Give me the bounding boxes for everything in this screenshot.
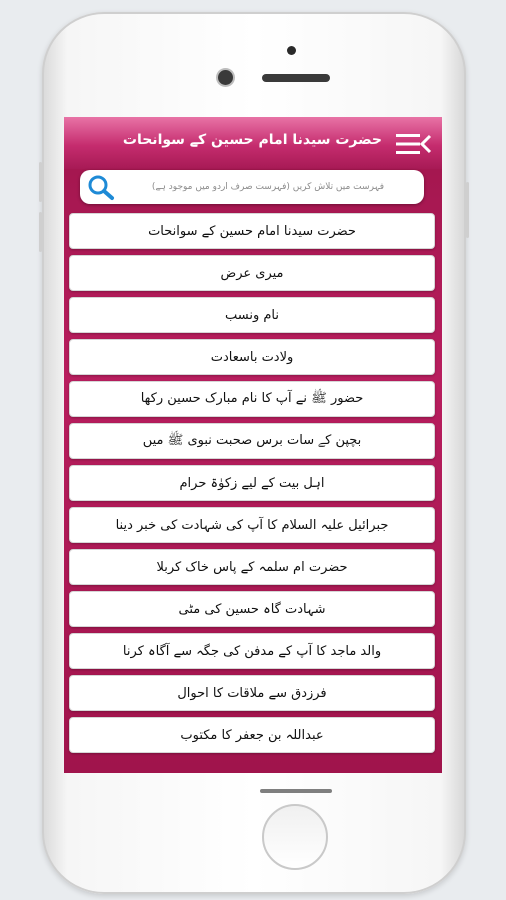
list-item[interactable]	[69, 297, 435, 333]
list-item-label: نام ونسب	[224, 307, 280, 323]
list-item[interactable]	[69, 381, 435, 417]
volume-button	[39, 162, 42, 202]
app-screen	[64, 117, 442, 773]
list-item-label: حضرت ام سلمہ کے پاس خاک کربلا	[156, 559, 348, 575]
search-input[interactable]	[122, 170, 414, 204]
list-item-label: حضرت سیدنا امام حسین کے سوانحات	[148, 223, 356, 239]
list-item[interactable]	[69, 339, 435, 375]
list-item-label: اہل بیت کے لیے زکوٰۃ حرام	[179, 475, 325, 491]
page-title: حضرت سیدنا امام حسین کے سوانحات	[122, 132, 382, 148]
menu-back-icon[interactable]	[394, 133, 432, 155]
list-item-label: ولادت باسعادت	[210, 349, 294, 365]
list-item[interactable]	[69, 507, 435, 543]
list-item-label: شہادت گاہ حسین کی مٹی	[178, 601, 326, 617]
list-item[interactable]	[69, 717, 435, 753]
list-item[interactable]	[69, 465, 435, 501]
chapter-list	[69, 213, 435, 759]
list-item[interactable]	[69, 255, 435, 291]
list-item[interactable]	[69, 423, 435, 459]
sensor-dot	[287, 46, 296, 55]
list-item[interactable]	[69, 633, 435, 669]
list-item-label: عبداللہ بن جعفر کا مکتوب	[180, 727, 324, 743]
list-item[interactable]	[69, 675, 435, 711]
home-button[interactable]	[262, 804, 328, 870]
search-bar	[80, 170, 424, 204]
list-item-label: جبرائیل علیہ السلام کا آپ کی شہادت کی خبر دینا	[115, 517, 389, 533]
list-item[interactable]	[69, 549, 435, 585]
home-indicator	[260, 789, 332, 793]
list-item[interactable]	[69, 591, 435, 627]
list-item-label: فرزدق سے ملاقات کا احوال	[177, 685, 327, 701]
list-item-label: بچپن کے سات برس صحبت نبوی ﷺ میں	[142, 432, 362, 448]
front-camera	[218, 70, 233, 85]
search-icon[interactable]	[86, 173, 116, 201]
earpiece-speaker	[262, 74, 330, 82]
list-item-label: میری عرض	[220, 265, 284, 281]
list-item[interactable]	[69, 213, 435, 249]
list-item-label: حضور ﷺ نے آپ کا نام مبارک حسین رکھا	[140, 390, 364, 406]
power-button	[466, 182, 469, 238]
list-item-label: والد ماجد کا آپ کے مدفن کی جگہ سے آگاہ کرنا	[122, 643, 382, 659]
app-header	[64, 117, 442, 169]
volume-button	[39, 212, 42, 252]
